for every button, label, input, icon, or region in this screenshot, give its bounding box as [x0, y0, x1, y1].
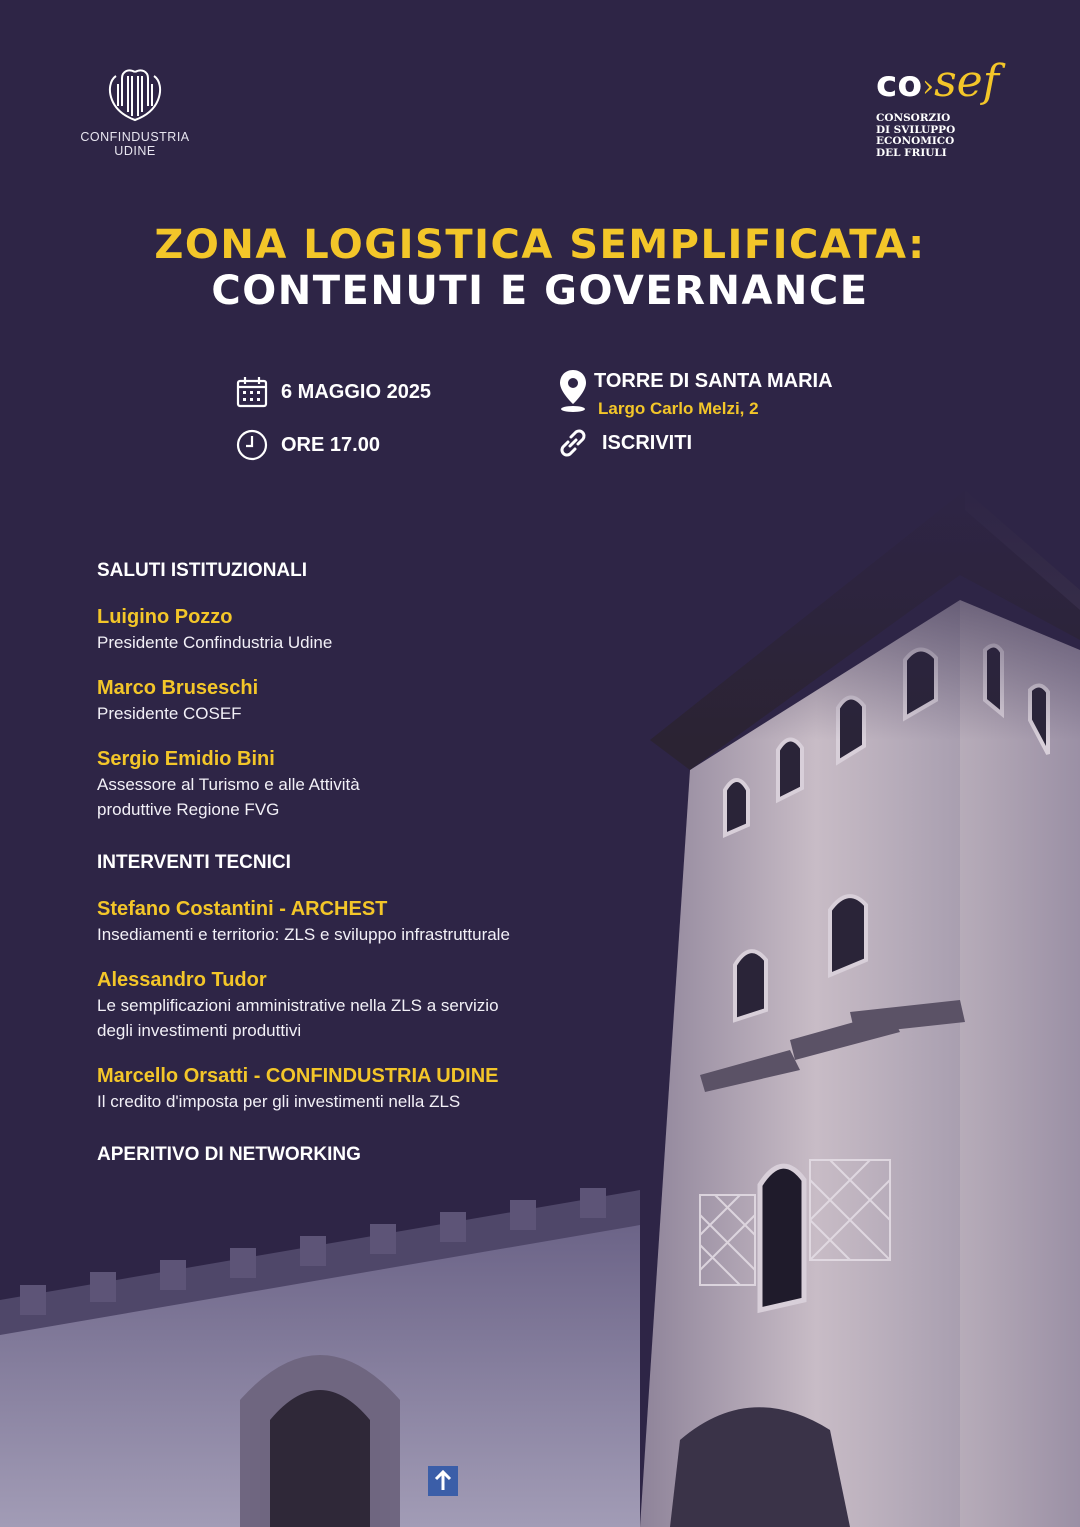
speaker-name: Marco Bruseschi [97, 677, 259, 699]
speaker-name: Sergio Emidio Bini [97, 748, 275, 770]
event-date [235, 375, 431, 409]
speaker-role: Le semplificazioni amministrative nella ZLS a servizio degli investimenti produttivi [97, 996, 499, 1040]
speaker-name: Marcello Orsatti - CONFINDUSTRIA UDINE [97, 1065, 499, 1087]
networking-heading: APERITIVO DI NETWORKING [97, 1144, 361, 1165]
venue-address: Largo Carlo Melzi, 2 [598, 399, 759, 418]
speaker-name: Luigino Pozzo [97, 606, 233, 628]
speaker-name: Alessandro Tudor [97, 969, 267, 991]
speaker-role: Assessore al Turismo e alle Attività produttive Regione FVG [97, 775, 360, 819]
speaker [97, 896, 617, 947]
event-venue [556, 368, 833, 419]
speaker-role: Il credito d'imposta per gli investimenti nella ZLS [97, 1092, 461, 1111]
cosef-logo [876, 58, 1036, 159]
event-title [0, 222, 1080, 314]
calendar-icon [235, 375, 269, 409]
event-time [235, 428, 380, 462]
speaker-name: Stefano Costantini - ARCHEST [97, 898, 388, 920]
link-icon [556, 426, 590, 460]
confindustria-logo [60, 66, 210, 158]
confindustria-caption: CONFINDUSTRIA UDINE [80, 130, 190, 158]
title-line-1: ZONA LOGISTICA SEMPLIFICATA: [154, 222, 926, 268]
cosef-wordmark: co›sef [876, 56, 999, 107]
speaker [97, 746, 397, 822]
location-pin-icon [556, 368, 590, 414]
speaker [97, 967, 537, 1043]
speaker [97, 675, 617, 726]
time-text: ORE 17.00 [281, 433, 380, 456]
technical-heading: INTERVENTI TECNICI [97, 852, 291, 873]
speaker-role: Presidente Confindustria Udine [97, 633, 333, 652]
clock-icon [235, 428, 269, 462]
speaker [97, 604, 617, 655]
speaker-role: Presidente COSEF [97, 704, 242, 723]
venue-name: TORRE DI SANTA MARIA [594, 370, 833, 392]
confindustria-eagle-icon [104, 66, 166, 124]
date-text: 6 MAGGIO 2025 [281, 380, 432, 403]
program [97, 560, 617, 1188]
title-line-2: CONTENUTI E GOVERNANCE [211, 268, 869, 314]
register-text[interactable]: ISCRIVITI [602, 431, 693, 454]
cosef-subtitle: CONSORZIO DI SVILUPPO ECONOMICO DEL FRIULI [876, 112, 956, 159]
speaker-role: Insediamenti e territorio: ZLS e sviluppo infrastrutturale [97, 925, 510, 944]
register-link[interactable] [556, 426, 692, 460]
speaker [97, 1063, 617, 1114]
greetings-heading: SALUTI ISTITUZIONALI [97, 560, 308, 581]
